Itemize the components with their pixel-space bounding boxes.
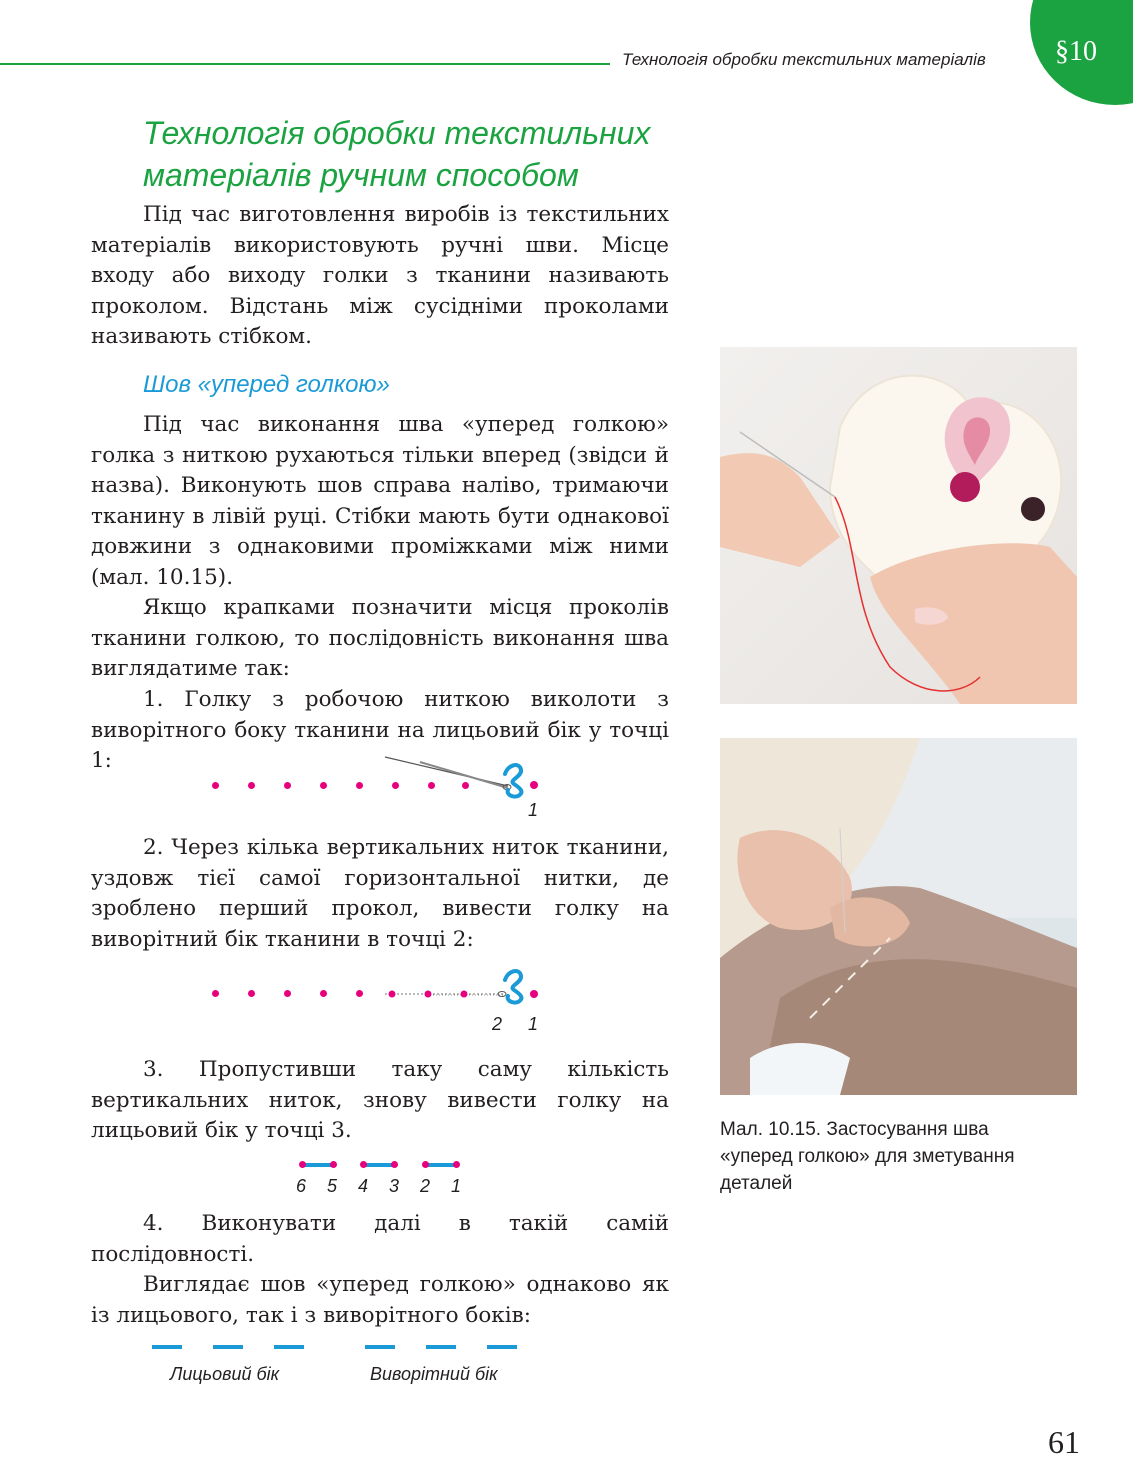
paragraph-2 — [91, 593, 669, 685]
paragraph-1 — [91, 410, 669, 593]
puncture-dot — [330, 1161, 337, 1168]
paragraph-2-text: Якщо крапками позначити місця проколів тканини голкою, то послідовність виконання шва виглядатиме так: — [91, 595, 669, 681]
step-2-text: 2. Через кілька вертикальних ниток тканини, уздовж тієї самої горизонтальної нитки, де зроблено перший прокол, вивести голку на виворітний бік тканини в точці 2: — [91, 835, 669, 952]
stitch-segment — [152, 1345, 182, 1349]
stitch-segment — [365, 1345, 395, 1349]
puncture-dot — [284, 782, 291, 789]
running-title: Технологія обробки текстильних матеріалів — [622, 50, 986, 69]
step-3-text: 3. Пропустивши таку саму кількість вертикальних ниток, знову вивести голку на лицьовий бік у точці 3. — [91, 1057, 669, 1143]
puncture-dot — [320, 990, 327, 997]
point-label: 3 — [389, 1176, 400, 1196]
header-rule — [0, 63, 610, 65]
back-side-label: Виворітний бік — [370, 1364, 498, 1384]
stitch-segment — [213, 1345, 243, 1349]
stitch-segment — [487, 1345, 517, 1349]
point-label: 1 — [528, 1014, 539, 1034]
puncture-dot — [299, 1161, 306, 1168]
step-1-text: 1. Голку з робочою ниткою виколоти з виворітного боку тканини на лицьовий бік у точці 1: — [91, 687, 669, 773]
section-number: §10 — [1055, 36, 1097, 67]
point-label: 6 — [296, 1176, 307, 1196]
needle-icon — [380, 962, 550, 1022]
stitch-segment — [426, 1345, 456, 1349]
puncture-dot — [248, 782, 255, 789]
stitch-diagram-1 — [200, 752, 560, 822]
step-4-text: 4. Виконувати далі в такій самій послідовності. — [91, 1211, 669, 1267]
stitch-diagram-2 — [200, 962, 560, 1042]
paragraph-1-text: Під час виконання шва «уперед голкою» голка з ниткою рухаються тільки вперед (звідси й назва). Виконують шов справа наліво, тримаючи тканину в лівій руці. Стібки мають бути однакової довжини з однаковими проміжками між ними (мал. 10.15). — [91, 412, 669, 590]
puncture-dot — [356, 782, 363, 789]
puncture-dot — [422, 1161, 429, 1168]
point-label: 1 — [528, 800, 539, 820]
intro-paragraph — [91, 200, 669, 353]
step-2 — [91, 833, 669, 955]
point-label: 5 — [327, 1176, 338, 1196]
paragraph-3 — [91, 1270, 669, 1331]
step-4 — [91, 1209, 669, 1270]
puncture-dot — [360, 1161, 367, 1168]
page-number: 61 — [1048, 1424, 1080, 1460]
point-label: 4 — [358, 1176, 369, 1196]
page-title: Технологія обробки текстильних матеріалів ручним способом — [143, 115, 651, 193]
seam-sides-diagram — [150, 1340, 530, 1390]
puncture-dot — [284, 990, 291, 997]
step-3 — [91, 1055, 669, 1147]
subheading: Шов «уперед голкою» — [143, 371, 390, 398]
puncture-dot — [212, 990, 219, 997]
photo-basting-fabric — [720, 738, 1077, 1095]
point-label: 2 — [492, 1014, 503, 1034]
front-side-label: Лицьовий бік — [170, 1364, 280, 1384]
figure-caption: Мал. 10.15. Застосування шва «уперед голкою» для зметування деталей — [720, 1119, 1015, 1194]
puncture-dot — [356, 990, 363, 997]
paragraph-3-text: Виглядає шов «уперед голкою» однаково як із лицьового, так і з виворітного боків: — [91, 1272, 669, 1328]
stitch-segment — [274, 1345, 304, 1349]
needle-icon — [380, 752, 550, 812]
photo-sewing-heart — [720, 347, 1077, 704]
puncture-dot — [212, 782, 219, 789]
point-label: 2 — [420, 1176, 431, 1196]
stitch-diagram-3 — [290, 1155, 470, 1205]
point-label: 1 — [451, 1176, 462, 1196]
puncture-dot — [391, 1161, 398, 1168]
puncture-dot — [453, 1161, 460, 1168]
intro-text: Під час виготовлення виробів із текстильних матеріалів використовують ручні шви. Місце входу або виходу голки з тканини називають проколом. Відстань між сусідніми проколами називають стібком. — [91, 202, 669, 349]
puncture-dot — [248, 990, 255, 997]
puncture-dot — [320, 782, 327, 789]
